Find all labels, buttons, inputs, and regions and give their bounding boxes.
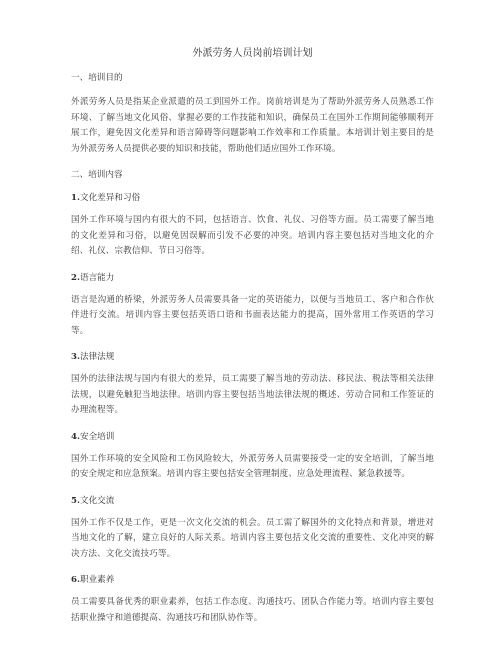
item-number: 5. [71, 495, 80, 506]
item-paragraph-exchange: 国外工作不仅是工作，更是一次文化交流的机会。员工需了解国外的文化特点和背景，增进对当地文化的了解，建立良好的人际关系。培训内容主要包括文化交流的重要性、文化冲突的解决方法、文化交流技巧等。 [71, 517, 434, 559]
item-number: 1. [71, 193, 80, 203]
item-title: 职业素养 [79, 575, 115, 585]
item-heading-safety [71, 431, 434, 443]
item-paragraph-law: 国外的法律法规与国内有很大的差异，员工需要了解当地的劳动法、移民法、税法等相关法律法规，以避免触犯当地法律。培训内容主要包括当地法律法规的概述、劳动合同和工作签证的办理流程等。 [71, 374, 434, 415]
item-number: 3. [71, 352, 80, 362]
item-title: 安全培训 [79, 431, 115, 442]
item-number: 6. [71, 575, 80, 585]
item-title: 法律法规 [79, 352, 115, 362]
item-heading-law [71, 351, 434, 363]
item-paragraph-safety: 国外工作环境的安全风险和工伤风险较大，外派劳务人员需要接受一定的安全培训，了解当地的安全规定和应急预案。培训内容主要包括安全管理制度、应急处理流程、紧急救援等。 [71, 453, 434, 479]
item-paragraph-culture: 国外工作环境与国内有很大的不同，包括语言、饮食、礼仪、习俗等方面。员工需要了解当地的文化差异和习俗，以避免因误解而引发不必要的冲突。培训内容主要包括对当地文化的介绍、礼仪、宗教信仰、节日习俗等。 [71, 215, 434, 256]
item-heading-culture [71, 192, 434, 204]
section-heading-content: 二、培训内容 [71, 170, 123, 180]
item-paragraph-professionalism: 员工需要具备优秀的职业素养，包括工作态度、沟通技巧、团队合作能力等。培训内容主要包括职业操守和道德提高、沟通技巧和团队协作等。 [71, 597, 434, 623]
section-paragraph-purpose: 外派劳务人员是指某企业派遣的员工到国外工作。岗前培训是为了帮助外派劳务人员熟悉工作环境、了解当地文化风俗、掌握必要的工作技能和知识，确保员工在国外工作期间能够顺利开展工作，避免因文化差异和语言障碍等问题影响工作效率和工作质量。本培训计划主要目的是为外派劳务人员提供必要的知识和技能，帮助他们适应国外工作环境。 [71, 97, 434, 154]
item-heading-language [71, 272, 434, 284]
item-number: 2. [71, 272, 80, 283]
item-number: 4. [71, 431, 80, 442]
item-heading-exchange [71, 495, 434, 507]
document-title: 外派劳务人员岗前培训计划 [192, 48, 313, 59]
item-title: 语言能力 [79, 272, 115, 283]
item-title: 文化差异和习俗 [79, 193, 141, 203]
item-heading-professionalism [71, 574, 434, 586]
item-title: 文化交流 [79, 495, 115, 506]
section-heading-purpose: 一、培训目的 [71, 73, 123, 83]
item-paragraph-language: 语言是沟通的桥梁，外派劳务人员需要具备一定的英语能力，以便与当地员工、客户和合作伙伴进行交流。培训内容主要包括英语口语和书面表达能力的提高，国外常用工作英语的学习等。 [71, 294, 434, 336]
